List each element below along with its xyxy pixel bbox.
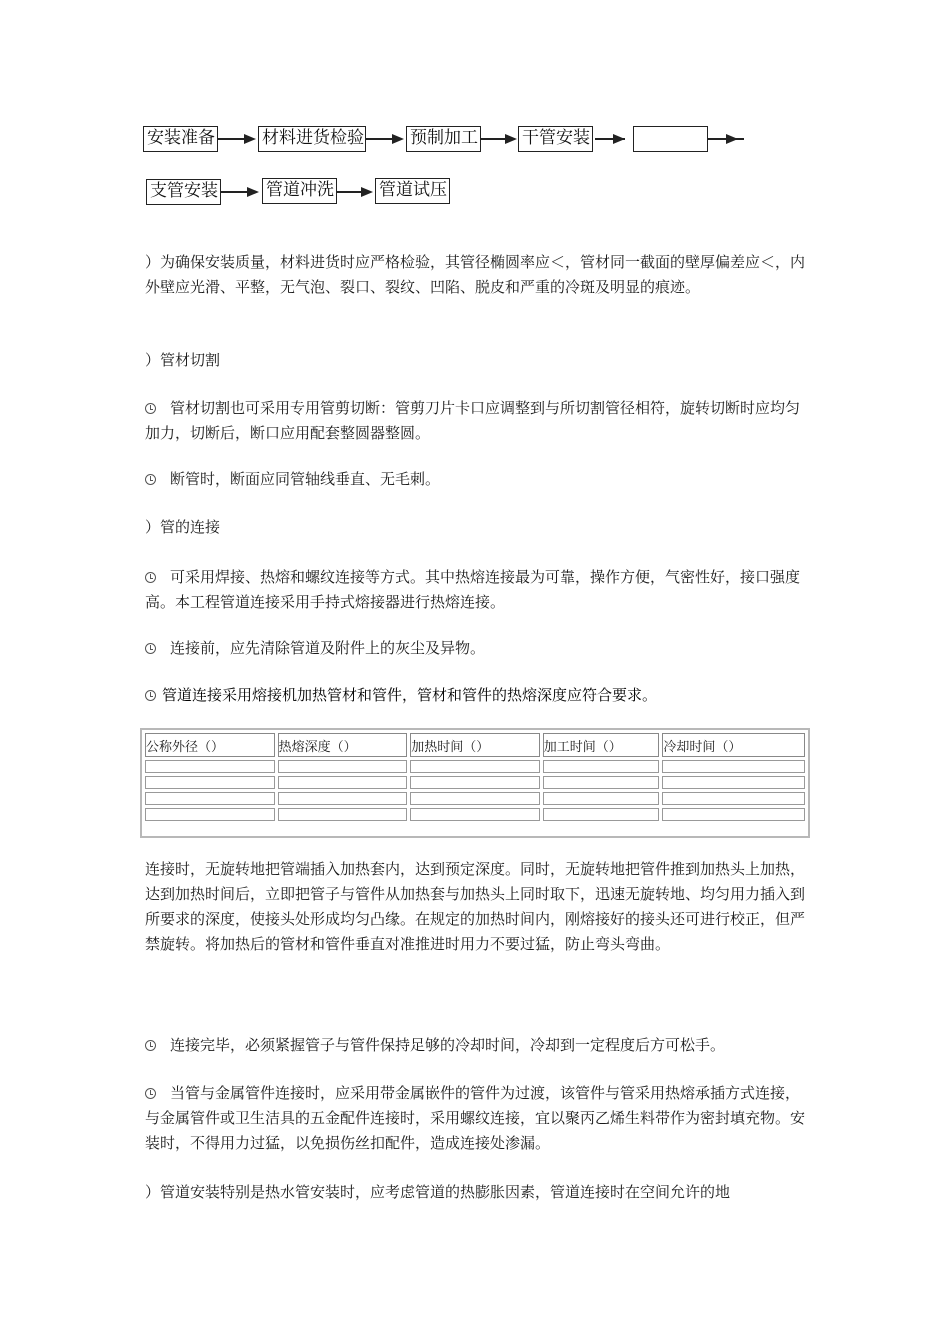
clock-bullet-icon bbox=[145, 643, 156, 654]
paragraph-connection-procedure: 连接时，无旋转地把管端插入加热套内，达到预定深度。同时，无旋转地把管件推到加热头上加热，达到加热时间后，立即把管子与管件从加热套与加热头上同时取下，迅速无旋转地、均匀用力插入到所要求的深度，使接头处形成均匀凸缘。在规定的加热时间内，刚熔接好的接头还可进行校正，但严禁旋转。将加热后的管材和管件垂直对准推进时用力不要过猛，防止弯头弯曲。 bbox=[145, 860, 806, 953]
flow-step-main-pipe: 干管安装 bbox=[518, 126, 593, 152]
paragraph-material-inspection: ）为确保安装质量，材料进货时应严格检验，其管径椭圆率应＜，管材同一截面的壁厚偏差应＜，内外壁应光滑、平整，无气泡、裂口、裂纹、凹陷、脱皮和严重的冷斑及明显的痕迹。 bbox=[145, 253, 806, 296]
col-header-cooling-time: 冷却时间（） bbox=[662, 733, 805, 757]
clock-bullet-icon bbox=[145, 403, 156, 414]
col-header-processing-time: 加工时间（） bbox=[543, 733, 660, 757]
flow-step-material-inspection: 材料进货检验 bbox=[258, 126, 366, 152]
paragraph-connection-cleaning: 连接前，应先清除管道及附件上的灰尘及异物。 bbox=[145, 636, 810, 661]
table-row bbox=[145, 792, 805, 805]
flow-step-pressure-test: 管道试压 bbox=[375, 178, 450, 204]
clock-bullet-icon bbox=[145, 1040, 156, 1051]
clock-bullet-icon bbox=[145, 474, 156, 485]
flow-step-branch-pipe: 支管安装 bbox=[146, 179, 221, 205]
flow-arrow bbox=[366, 134, 406, 144]
table-row bbox=[145, 808, 805, 821]
heading-pipe-connection: ）管的连接 bbox=[145, 518, 221, 536]
paragraph-cutting-method: 管材切割也可采用专用管剪切断：管剪刀片卡口应调整到与所切割管径相符，旋转切断时应均匀加力，切断后，断口应用配套整圆器整圆。 bbox=[145, 399, 801, 442]
col-header-heating-time: 加热时间（） bbox=[410, 733, 540, 757]
table-row bbox=[145, 776, 805, 789]
paragraph-cutting-requirement: 断管时，断面应同管轴线垂直、无毛刺。 bbox=[145, 467, 810, 492]
heading-pipe-cutting: ）管材切割 bbox=[145, 351, 221, 369]
table-row bbox=[145, 760, 805, 773]
flow-arrow bbox=[218, 134, 258, 144]
clock-bullet-icon bbox=[145, 1088, 156, 1099]
flow-arrow bbox=[708, 134, 746, 144]
flow-arrow bbox=[595, 134, 633, 144]
col-header-fusion-depth: 热熔深度（） bbox=[278, 733, 408, 757]
paragraph-cooling: 连接完毕，必须紧握管子与管件保持足够的冷却时间，冷却到一定程度后方可松手。 bbox=[145, 1033, 810, 1058]
paragraph-thermal-expansion: ）管道安装特别是热水管安装时，应考虑管道的热膨胀因素，管道连接时在空间允许的地 bbox=[145, 1183, 731, 1201]
clock-bullet-icon bbox=[145, 572, 156, 583]
paragraph-metal-fitting: 当管与金属管件连接时，应采用带金属嵌件的管件为过渡，该管件与管采用热熔承插方式连接，与金属管件或卫生洁具的五金配件连接时，采用螺纹连接，宜以聚丙乙烯生料带作为密封填充物。安装时，不得用力过猛，以免损伤丝扣配件，造成连接处渗漏。 bbox=[145, 1084, 806, 1152]
fusion-parameter-table bbox=[140, 728, 810, 838]
paragraph-fusion-depth: 管道连接采用熔接机加热管材和管件，管材和管件的热熔深度应符合要求。 bbox=[145, 683, 810, 708]
flow-step-prefabrication: 预制加工 bbox=[406, 126, 481, 152]
col-header-outer-diameter: 公称外径（） bbox=[145, 733, 275, 757]
flow-arrow bbox=[481, 134, 519, 144]
flow-step-flushing: 管道冲洗 bbox=[262, 178, 337, 204]
flow-arrow bbox=[221, 187, 261, 197]
table-header-row bbox=[145, 733, 805, 757]
flow-step-blank bbox=[633, 126, 708, 152]
paragraph-connection-methods: 可采用焊接、热熔和螺纹连接等方式。其中热熔连接最为可靠，操作方便，气密性好，接口强度高。本工程管道连接采用手持式熔接器进行热熔连接。 bbox=[145, 568, 801, 611]
flow-arrow bbox=[337, 187, 375, 197]
clock-bullet-icon bbox=[145, 690, 156, 701]
flow-step-prepare: 安装准备 bbox=[143, 126, 218, 152]
